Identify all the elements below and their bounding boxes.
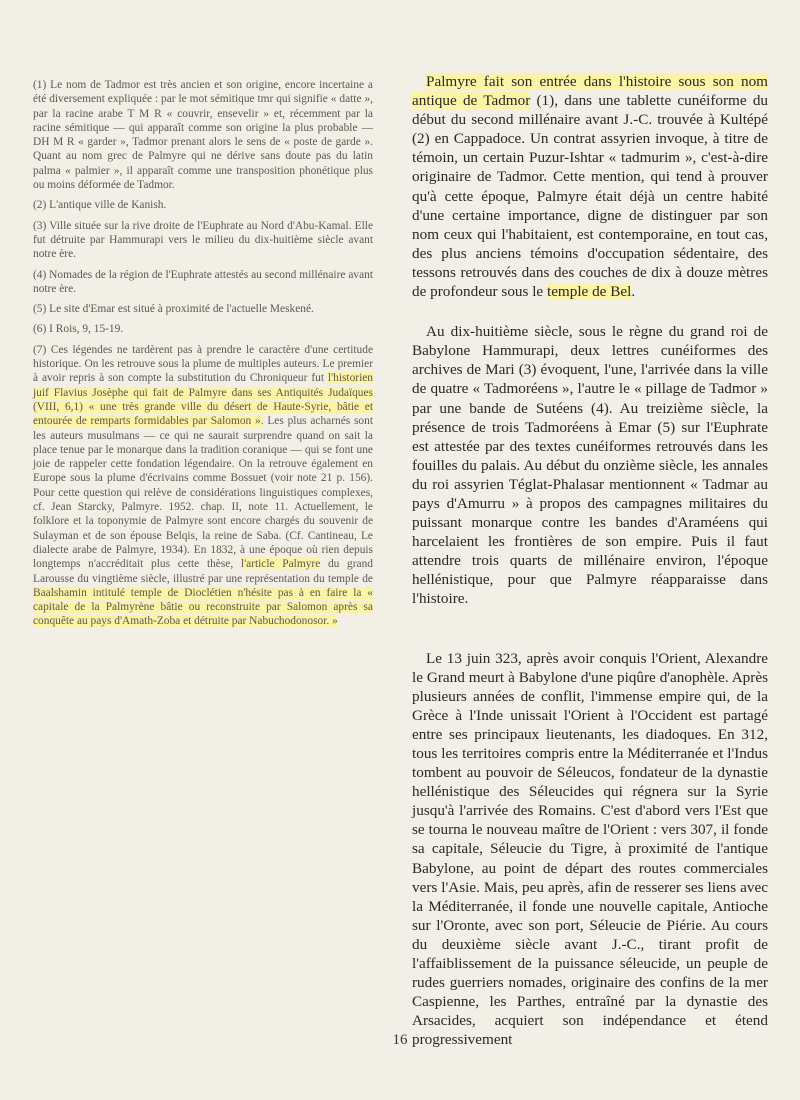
footnote-5: (5) Le site d'Emar est situé à proximité de l'actuelle Meskené. bbox=[33, 303, 314, 316]
highlight-tadmor: Palmyre fait son entrée dans l'histoire sous son nom antique de Tadmor bbox=[412, 73, 768, 110]
footnote-7-text-2: Les plus acharnés sont les auteurs musulmans — ce qui ne saurait surprendre quand on sait la place tenue par le monarque dans la tradition coranique — qui se font une joie de rappeler cette fondation légendaire. On la retrouve également en Europe sous la plume d'écrivains comme Bossuet (voir note 21 p. 156). Pour cette question qui relève de considérations linguistiques complexes, cf. Jean Starcky, Palmyre. 1952. chap. II, note 11. Actuellement, le folklore et la toponymie de Palmyre sont encore chargés du souvenir de Sulayman et de son épouse Belqis, la reine de Saba. (Cf. Cantineau, Le dialecte arabe de Palmyre, 1934). En 1832, à une époque où rien depuis longtemps n'accréditait plus cette thèse, bbox=[33, 415, 373, 571]
footnote-2: (2) L'antique ville de Kanish. bbox=[33, 199, 167, 212]
paragraph-tadmor bbox=[412, 72, 768, 301]
footnote-7-text-1: (7) Ces légendes ne tardèrent pas à prendre le caractère d'une certitude historique. On les retrouve sous la plume de multiples auteurs. Le premier à avoir repris à son compte la substitution du Chroniqueur fut bbox=[33, 343, 373, 385]
highlight-baalshamin: Baalshamin intitulé temple de Dioclétien n'hésite pas à en faire la « capitale de la Palmyrène bâtie ou reconstruite par Salomon après sa conquête au pays d'Amath-Zoba et détruite par Nabuchodonosor. » bbox=[33, 586, 373, 628]
footnote-1: (1) Le nom de Tadmor est très ancien et son origine, encore incertaine a été diversement expliquée : par le mot sémitique tmr qui signifie « datte », par la racine arabe T M R « couvrir, ensevelir » et, récemment par la racine sémitique — qui apparaît comme son origine la plus probable — DH M R « garder », Tadmor prenant alors le sens de « poste de garde ». Quant au nom grec de Palmyre qui ne dérive sans doute pas du latin palma « palmier », il apparaît comme une transposition phonétique plus ou moins déformée de Tadmor. bbox=[33, 79, 373, 192]
footnote-7-text-3: du grand Larousse du vingtième siècle, illustré par une représentation du temple de bbox=[33, 558, 373, 585]
highlight-temple-bel: temple de Bel bbox=[546, 283, 632, 301]
footnote-3: (3) Ville située sur la rive droite de l'Euphrate au Nord d'Abu-Kamal. Elle fut détruite par Hammurapi vers le milieu du dix-huitième siècle avant notre ère. bbox=[33, 219, 373, 261]
highlight-josephus: l'historien juif Flavius Josèphe qui fait de Palmyre dans ses Antiquités Judaïques (VIII, 6,1) « une très grande ville du désert de Haute-Syrie, bâtie et entourée de remparts formidables par Salomon ». bbox=[33, 372, 373, 428]
paragraph-alexandre: Le 13 juin 323, après avoir conquis l'Orient, Alexandre le Grand meurt à Babylone d'une piqûre d'anophèle. Après plusieurs années de conflit, l'immense empire qui, de la Grèce à l'Inde unissait l'Orient à l'Occident est partagé entre ses principaux lieutenants, les diadoques. En 312, tous les territoires compris entre la Méditerranée et l'Indus tombent au pouvoir de Séleucos, fondateur de la dynastie hellénistique des Séleucides qui régnera sur la Syrie jusqu'à l'arrivée des Romains. C'est d'abord vers l'Est que se tourna le nouveau maître de l'Orient : vers 307, il fonde sa capitale, Séleucie du Tigre, à proximité de l'antique Babylone, au point de départ des routes commerciales vers l'Asie. Mais, peu après, afin de resserer ses liens avec la Méditerranée, il fonde une nouvelle capitale, Antioche sur l'Oronte, avec son port, Séleucie de Piérie. Au cours du deuxième siècle avant J.-C., tirant profit de l'affaiblissement de la puissance séleucide, un peuple de rudes guerriers nomades, originaire des confins de la mer Caspienne, les Parthes, entraîné par la dynastie des Arsacides, acquiert son indépendance et étend progressivement bbox=[412, 649, 768, 1049]
footnote-6: (6) I Rois, 9, 15-19. bbox=[33, 323, 124, 336]
paragraph-hammurapi: Au dix-huitième siècle, sous le règne du grand roi de Babylone Hammurapi, deux lettres cunéiformes des archives de Mari (3) évoquent, l'une, l'arrivée dans la ville de quatre « Tadmoréens », l'autre le « pillage de Tadmor » par une bande de Sutéens (4). Au treizième siècle, la présence de trois Tadmoréens à Emar (5) sur l'Euphrate est attestée par des textes cunéiformes retrouvés dans les fouilles du palais. Au début du onzième siècle, les annales du roi assyrien Téglat-Phalasar mentionnent « Tadmar au pays d'Amurru » à propos des campagnes militaires du puissant monarque contre les bandes d'Araméens qui harcelaient les frontières de son empire. Puis il faut attendre trois quarts de millénaire environ, l'époque hellénistique, pour que Palmyre réapparaisse dans l'histoire. bbox=[412, 323, 768, 608]
footnote-7 bbox=[33, 343, 373, 629]
main-text-column bbox=[412, 72, 768, 1050]
paragraph-tadmor-text: (1), dans une tablette cunéiforme du début du second millénaire avant J.-C. trouvée à Kultépé (2) en Cappadoce. Un contrat assyrien invoque, à titre de témoin, un certain Puzur-Ishtar « tadmurim », c'est-à-dire originaire de Tadmor. Cette mention, qui tend à prouver qu'à cette époque, Palmyre était déjà un centre habité d'une certaine importance, digne de distinguer par son nom ceux qui l'habitaient, est contemporaine, en tout cas, des plus anciens témoins d'occupation sédentaire, des tessons retrouvés dans des couches de dix à douze mètres de profondeur sous le bbox=[412, 92, 769, 301]
footnote-4: (4) Nomades de la région de l'Euphrate attestés au second millénaire avant notre ère. bbox=[33, 268, 373, 295]
footnotes-column bbox=[33, 78, 373, 635]
page-number: 16 bbox=[392, 1032, 408, 1048]
highlight-article-palmyre: l'article Palmyre bbox=[240, 558, 321, 571]
paragraph-tadmor-end: . bbox=[631, 283, 636, 301]
